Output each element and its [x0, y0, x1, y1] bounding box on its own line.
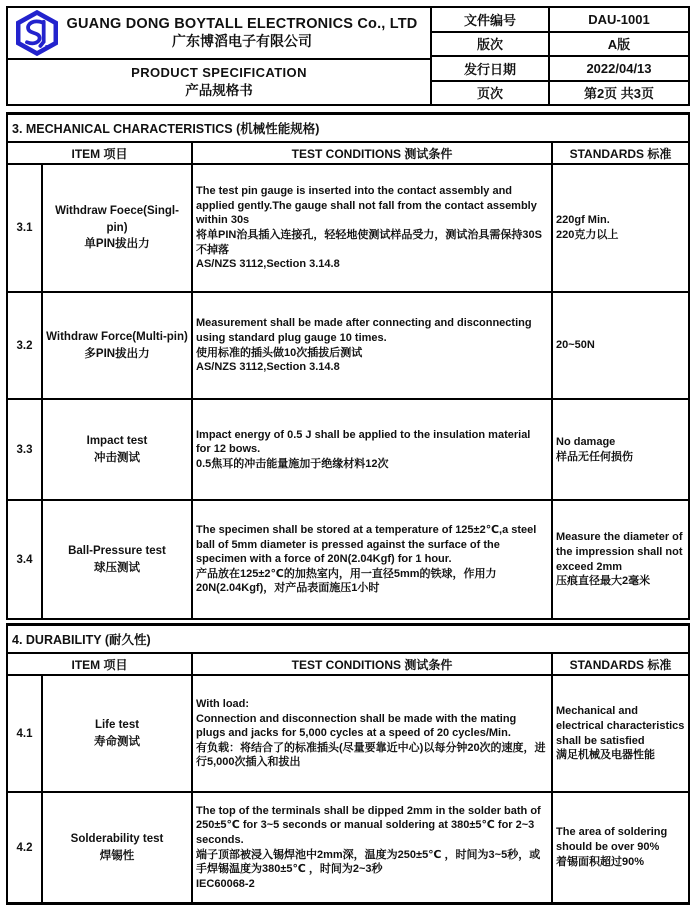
col-header-conditions: TEST CONDITIONS 测试条件: [191, 654, 551, 674]
condition-line: 产品放在125±2℃的加热室内，用一直径5mm的铁球，作用力20N(2.04Kgf)，对产品表面施压1小时: [196, 567, 497, 595]
standard-line: 满足机械及电器性能: [556, 749, 655, 762]
conditions-cell: [191, 676, 551, 791]
table-row: [8, 291, 688, 398]
meta-row-doc-number: [432, 8, 688, 33]
condition-line: Impact energy of 0.5 J shall be applied to the insulation material for 12 bows.: [196, 428, 531, 456]
col-header-item: ITEM 项目: [71, 657, 128, 672]
condition-line: The test pin gauge is inserted into the contact assembly and applied gently.The gauge shall not fall from the contact assembly within 30s: [196, 185, 537, 227]
col-header-item: ITEM 项目: [71, 146, 128, 161]
item-name-cn: 多PIN拔出力: [84, 347, 150, 360]
conditions-cell: [191, 501, 551, 618]
table-header-row: [8, 652, 688, 674]
item-cell: [41, 165, 191, 291]
standard-line: 样品无任何损伤: [556, 450, 633, 463]
header-left: [8, 8, 432, 104]
standards-cell: [551, 501, 688, 618]
meta-label: 页次: [432, 82, 550, 105]
meta-row-page: [432, 82, 688, 105]
section-mechanical-characteristics: [6, 112, 690, 620]
standards-cell: [551, 165, 688, 291]
meta-label: 版次: [432, 33, 550, 56]
conditions-cell: [191, 293, 551, 398]
condition-line: Connection and disconnection shall be made with the mating plugs and jacks for 5,000 cycles at a speed of 20 cycles/Min.: [196, 712, 517, 740]
condition-line: 有负载：将结合了的标准插头(尽量要靠近中心)以每分钟20次的速度，进行5,000次插入和拔出: [196, 741, 546, 769]
condition-line: 使用标准的插头做10次插拔后测试: [196, 346, 363, 359]
item-name-cn: 单PIN拔出力: [84, 238, 150, 251]
item-name-en: Impact test: [86, 434, 148, 447]
standard-line: No damage: [556, 435, 616, 448]
spec-document: [6, 6, 690, 905]
item-name-en: Withdraw Force(Multi-pin): [46, 330, 188, 343]
condition-line: The specimen shall be stored at a temperature of 125±2℃,a steel ball of 5mm diameter is pressed against the surface of the specimen with a force of 20N(2.04Kgf) for 1 hour.: [196, 523, 537, 566]
company-logo-icon: [16, 10, 58, 56]
standards-cell: [551, 676, 688, 791]
standard-line: 220gf Min.: [556, 214, 610, 227]
item-name-cn: 球压测试: [94, 561, 140, 574]
standard-line: 压痕直径最大2毫米: [556, 575, 651, 588]
condition-line: AS/NZS 3112,Section 3.14.8: [196, 258, 340, 271]
row-number: 3.3: [16, 443, 33, 456]
standard-line: The area of soldering should be over 90%: [556, 826, 668, 854]
section-durability: [6, 623, 690, 905]
row-number: 3.2: [16, 339, 33, 352]
section-title: 4. DURABILITY (耐久性): [12, 633, 151, 647]
col-header-standards: STANDARDS 标准: [551, 143, 688, 163]
table-header-row: [8, 141, 688, 163]
meta-row-issue-date: [432, 57, 688, 82]
row-number: 3.1: [16, 222, 33, 234]
condition-line: With load:: [196, 697, 250, 710]
item-name-en: Withdraw Foece(Singl-pin): [55, 204, 179, 234]
standard-line: 220克力以上: [556, 229, 619, 241]
item-name-cn: 寿命测试: [94, 735, 140, 748]
row-number: 3.4: [16, 553, 33, 566]
doc-title-en: PRODUCT SPECIFICATION: [131, 64, 307, 80]
doc-title-cn: 产品规格书: [185, 82, 253, 98]
item-name-en: Solderability test: [70, 832, 164, 845]
section-title: 3. MECHANICAL CHARACTERISTICS (机械性能规格): [12, 122, 320, 136]
condition-line: 端子顶部被浸入锡焊池中2mm深，温度为250±5℃ ，时间为3~5秒，或手焊锡温度为380±5℃ ，时间为2~3秒: [196, 848, 541, 876]
standards-cell: [551, 400, 688, 499]
standards-cell: [551, 293, 688, 398]
table-row: [8, 674, 688, 791]
standards-cell: [551, 793, 688, 902]
meta-label: 发行日期: [432, 57, 550, 80]
table-row: [8, 791, 688, 902]
item-name-en: Ball-Pressure test: [68, 544, 166, 557]
row-number: 4.1: [16, 727, 33, 740]
company-row: [8, 8, 430, 60]
col-header-conditions: TEST CONDITIONS 测试条件: [191, 143, 551, 163]
table-row: [8, 499, 688, 618]
condition-line: 0.5焦耳的冲击能量施加于绝缘材料12次: [196, 457, 389, 470]
meta-value: 第2页 共3页: [583, 86, 655, 102]
condition-line: The top of the terminals shall be dipped 2mm in the solder bath of 250±5℃ for 3~5 seconds or manual soldering at 380±5℃ for 2~3 seconds.: [196, 804, 541, 846]
item-cell: [41, 793, 191, 902]
item-cell: [41, 293, 191, 398]
item-name-cn: 冲击测试: [94, 451, 140, 464]
standard-line: 着锡面积超过90%: [556, 855, 645, 868]
meta-label: 文件编号: [432, 8, 550, 31]
item-cell: [41, 676, 191, 791]
meta-value: A版: [607, 37, 631, 53]
meta-value: 2022/04/13: [586, 60, 652, 76]
condition-line: IEC60068-2: [196, 877, 255, 890]
col-header-standards: STANDARDS 标准: [551, 654, 688, 674]
doc-title-block: [8, 60, 430, 104]
row-number: 4.2: [16, 841, 33, 854]
table-row: [8, 163, 688, 291]
item-name-en: Life test: [94, 718, 140, 731]
company-names: [58, 15, 426, 51]
standard-line: 20~50N: [556, 339, 595, 352]
item-name-cn: 焊锡性: [99, 849, 135, 862]
company-name-cn: 广东博滔电子有限公司: [172, 33, 312, 50]
item-cell: [41, 400, 191, 499]
meta-value: DAU-1001: [588, 11, 650, 27]
condition-line: AS/NZS 3112,Section 3.14.8: [196, 361, 340, 374]
header-meta-table: [432, 8, 688, 104]
condition-line: Measurement shall be made after connecting and disconnecting using standard plug gauge 10 times.: [196, 317, 532, 344]
company-name-en: GUANG DONG BOYTALL ELECTRONICS Co., LTD: [66, 16, 418, 33]
condition-line: 将单PIN治具插入连接孔，轻轻地使测试样品受力，测试治具需保持30S不掉落: [196, 229, 542, 256]
table-row: [8, 398, 688, 499]
conditions-cell: [191, 165, 551, 291]
conditions-cell: [191, 400, 551, 499]
standard-line: Measure the diameter of the impression shall not exceed 2mm: [556, 530, 683, 573]
conditions-cell: [191, 793, 551, 902]
standard-line: Mechanical and electrical characteristics shall be satisfied: [556, 704, 685, 747]
document-header: [6, 6, 690, 106]
meta-row-revision: [432, 33, 688, 58]
item-cell: [41, 501, 191, 618]
